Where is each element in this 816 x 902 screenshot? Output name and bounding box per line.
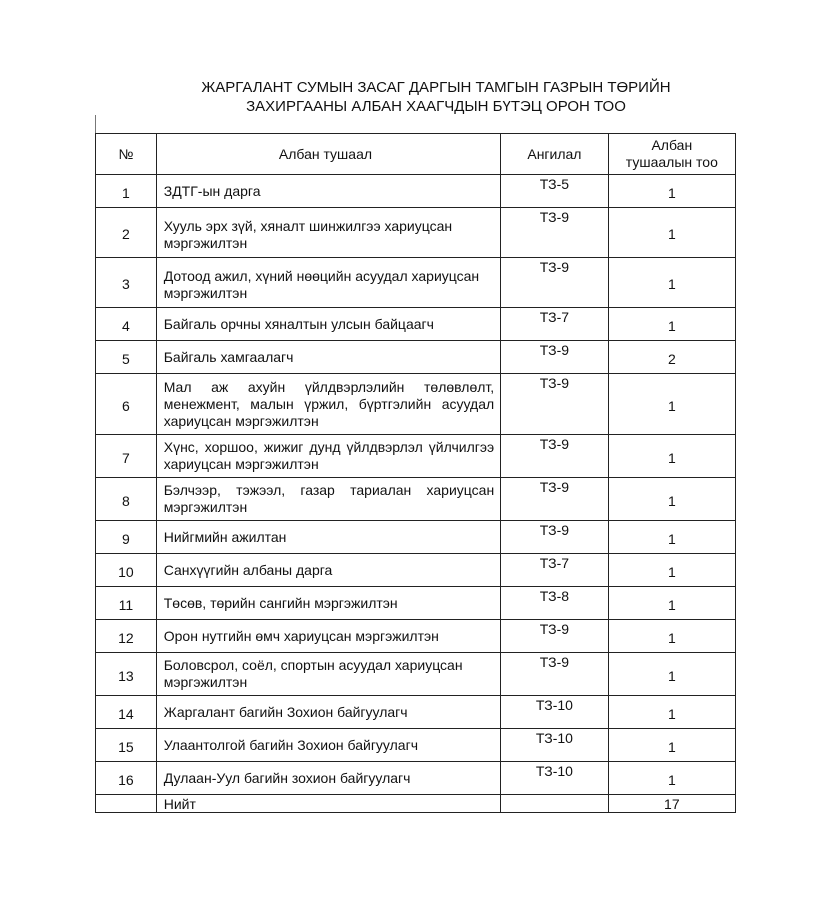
table-row bbox=[96, 208, 736, 258]
row-classification: ТЗ-9 bbox=[501, 258, 609, 308]
row-classification: ТЗ-7 bbox=[501, 554, 609, 587]
total-no-empty bbox=[96, 795, 157, 813]
row-classification: ТЗ-9 bbox=[501, 208, 609, 258]
document-title bbox=[120, 78, 752, 116]
row-classification: ТЗ-9 bbox=[501, 374, 609, 435]
row-position: Хүнс, хоршоо, жижиг дунд үйлдвэрлэл үйлчилгээ хариуцсан мэргэжилтэн bbox=[156, 435, 500, 478]
row-position: ЗДТГ-ын дарга bbox=[156, 175, 500, 208]
row-position: Дулаан-Уул багийн зохион байгуулагч bbox=[156, 762, 500, 795]
row-no: 1 bbox=[96, 175, 157, 208]
header-position: Албан тушаал bbox=[156, 134, 500, 175]
row-position: Жаргалант багийн Зохион байгуулагч bbox=[156, 696, 500, 729]
row-position: Санхүүгийн албаны дарга bbox=[156, 554, 500, 587]
row-no: 10 bbox=[96, 554, 157, 587]
table-row bbox=[96, 762, 736, 795]
row-count: 1 bbox=[608, 435, 735, 478]
table-row bbox=[96, 620, 736, 653]
row-count: 1 bbox=[608, 762, 735, 795]
row-count: 1 bbox=[608, 554, 735, 587]
row-count: 1 bbox=[608, 521, 735, 554]
table-row bbox=[96, 521, 736, 554]
row-position: Улаантолгой багийн Зохион байгуулагч bbox=[156, 729, 500, 762]
staff-structure-table bbox=[95, 133, 736, 813]
row-count: 1 bbox=[608, 258, 735, 308]
header-no: № bbox=[96, 134, 157, 175]
header-count-line-2: тушаалын тоо bbox=[625, 154, 718, 170]
table-row bbox=[96, 478, 736, 521]
total-label: Нийт bbox=[156, 795, 500, 813]
table-header-row bbox=[96, 134, 736, 175]
row-classification: ТЗ-9 bbox=[501, 653, 609, 696]
table-row bbox=[96, 696, 736, 729]
row-position: Боловсрол, соёл, спортын асуудал хариуцсан мэргэжилтэн bbox=[156, 653, 500, 696]
table-row bbox=[96, 341, 736, 374]
row-no: 12 bbox=[96, 620, 157, 653]
row-count: 1 bbox=[608, 175, 735, 208]
row-position: Орон нутгийн өмч хариуцсан мэргэжилтэн bbox=[156, 620, 500, 653]
row-no: 14 bbox=[96, 696, 157, 729]
row-no: 15 bbox=[96, 729, 157, 762]
row-no: 7 bbox=[96, 435, 157, 478]
row-count: 1 bbox=[608, 696, 735, 729]
row-position: Хууль эрх зүй, хяналт шинжилгээ хариуцсан мэргэжилтэн bbox=[156, 208, 500, 258]
row-count: 1 bbox=[608, 587, 735, 620]
header-count bbox=[608, 134, 735, 175]
table-row bbox=[96, 435, 736, 478]
row-count: 1 bbox=[608, 620, 735, 653]
row-no: 2 bbox=[96, 208, 157, 258]
table-row bbox=[96, 554, 736, 587]
row-position: Бэлчээр, тэжээл, газар тариалан хариуцсан мэргэжилтэн bbox=[156, 478, 500, 521]
row-no: 16 bbox=[96, 762, 157, 795]
row-classification: ТЗ-9 bbox=[501, 435, 609, 478]
row-classification: ТЗ-10 bbox=[501, 762, 609, 795]
row-classification: ТЗ-7 bbox=[501, 308, 609, 341]
row-position: Төсөв, төрийн сангийн мэргэжилтэн bbox=[156, 587, 500, 620]
row-no: 3 bbox=[96, 258, 157, 308]
row-no: 6 bbox=[96, 374, 157, 435]
row-count: 1 bbox=[608, 653, 735, 696]
text-cursor bbox=[95, 115, 96, 133]
row-position: Дотоод ажил, хүний нөөцийн асуудал хариуцсан мэргэжилтэн bbox=[156, 258, 500, 308]
table-row bbox=[96, 308, 736, 341]
row-count: 2 bbox=[608, 341, 735, 374]
row-position: Байгаль орчны хяналтын улсын байцаагч bbox=[156, 308, 500, 341]
table-total-row bbox=[96, 795, 736, 813]
table-row bbox=[96, 729, 736, 762]
table-row bbox=[96, 587, 736, 620]
row-no: 13 bbox=[96, 653, 157, 696]
row-classification: ТЗ-9 bbox=[501, 620, 609, 653]
total-classification-empty bbox=[501, 795, 609, 813]
title-line-1: ЖАРГАЛАНТ СУМЫН ЗАСАГ ДАРГЫН ТАМГЫН ГАЗРЫН ТӨРИЙН bbox=[201, 79, 671, 96]
row-classification: ТЗ-9 bbox=[501, 521, 609, 554]
table-row bbox=[96, 175, 736, 208]
row-classification: ТЗ-10 bbox=[501, 729, 609, 762]
total-count: 17 bbox=[608, 795, 735, 813]
row-position: Байгаль хамгаалагч bbox=[156, 341, 500, 374]
row-classification: ТЗ-5 bbox=[501, 175, 609, 208]
row-count: 1 bbox=[608, 208, 735, 258]
row-no: 9 bbox=[96, 521, 157, 554]
row-classification: ТЗ-9 bbox=[501, 478, 609, 521]
row-classification: ТЗ-9 bbox=[501, 341, 609, 374]
header-classification: Ангилал bbox=[501, 134, 609, 175]
table-row bbox=[96, 653, 736, 696]
row-count: 1 bbox=[608, 374, 735, 435]
table-row bbox=[96, 258, 736, 308]
table-row bbox=[96, 374, 736, 435]
row-position: Нийгмийн ажилтан bbox=[156, 521, 500, 554]
header-count-line-1: Албан bbox=[651, 137, 693, 153]
row-no: 5 bbox=[96, 341, 157, 374]
row-classification: ТЗ-10 bbox=[501, 696, 609, 729]
row-count: 1 bbox=[608, 308, 735, 341]
row-no: 8 bbox=[96, 478, 157, 521]
row-count: 1 bbox=[608, 478, 735, 521]
row-no: 11 bbox=[96, 587, 157, 620]
row-classification: ТЗ-8 bbox=[501, 587, 609, 620]
row-no: 4 bbox=[96, 308, 157, 341]
title-line-2: ЗАХИРГААНЫ АЛБАН ХААГЧДЫН БҮТЭЦ ОРОН ТОО bbox=[246, 98, 626, 115]
row-count: 1 bbox=[608, 729, 735, 762]
row-position: Мал аж ахуйн үйлдвэрлэлийн төлөвлөлт, менежмент, малын үржил, бүртгэлийн асуудал хариуцсан мэргэжилтэн bbox=[156, 374, 500, 435]
